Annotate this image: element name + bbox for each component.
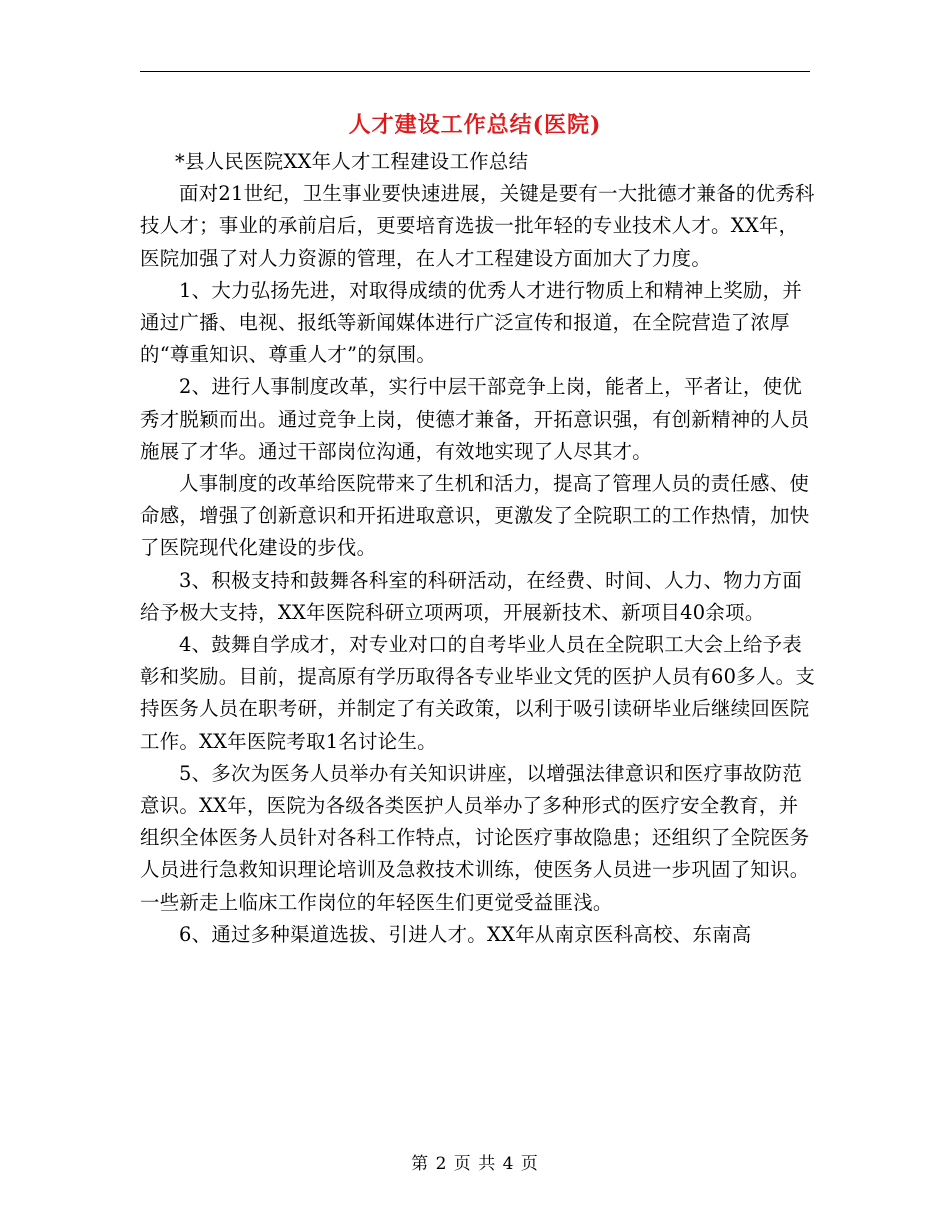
paragraph-item-4: 4、鼓舞自学成才，对专业对口的自考毕业人员在全院职工大会上给予表彰和奖励。目前，提高原有学历取得各专业毕业文凭的医护人员有60多人。支持医务人员在职考研，并制定了有关政策，以利于吸引读研毕业后继续回医院工作。XX年医院考取1名讨论生。 xyxy=(140,633,816,753)
paragraph-intro: 面对21世纪，卫生事业要快速进展，关键是要有一大批德才兼备的优秀科技人才；事业的承前启后，更要培育选拔一批年轻的专业技术人才。XX年，医院加强了对人力资源的管理，在人才工程建设方面加大了力度。 xyxy=(140,182,815,270)
document-body xyxy=(140,146,816,951)
paragraph-item-6: 6、通过多种渠道选拔、引进人才。XX年从南京医科高校、东南高 xyxy=(179,922,752,946)
header-rule xyxy=(140,71,810,72)
paragraph-item-1: 1、大力弘扬先进，对取得成绩的优秀人才进行物质上和精神上奖励，并通过广播、电视、报纸等新闻媒体进行广泛宣传和报道，在全院营造了浓厚的“尊重知识、尊重人才”的氛围。 xyxy=(140,278,803,367)
paragraph-item-2: 2、进行人事制度改革，实行中层干部竞争上岗，能者上，平者让，使优秀才脱颖而出。通过竞争上岗，使德才兼备，开拓意识强，有创新精神的人员施展了才华。通过干部岗位沟通，有效地实现了人尽其才。 xyxy=(140,375,810,463)
document-subtitle: *县人民医院XX年人才工程建设工作总结 xyxy=(175,150,529,173)
page-number-footer: 第 2 页 共 4 页 xyxy=(411,1154,539,1174)
document-title: 人才建设工作总结(医院) xyxy=(348,112,602,138)
paragraph-reform-effect: 人事制度的改革给医院带来了生机和活力，提高了管理人员的责任感、使命感，增强了创新意识和开拓进取意识，更激发了全院职工的工作热情，加快了医院现代化建设的步伐。 xyxy=(140,472,810,560)
paragraph-item-3: 3、积极支持和鼓舞各科室的科研活动，在经费、时间、人力、物力方面给予极大支持，XX年医院科研立项两项，开展新技术、新项目40余项。 xyxy=(140,568,803,624)
paragraph-item-5: 5、多次为医务人员举办有关知识讲座，以增强法律意识和医疗事故防范意识。XX年，医院为各级各类医护人员举办了多种形式的医疗安全教育，并组织全体医务人员针对各科工作特点，讨论医疗事故隐患；还组织了全院医务人员进行急救知识理论培训及急救技术训练，使医务人员进一步巩固了知识。一些新走上临床工作岗位的年轻医生们更觉受益匪浅。 xyxy=(140,761,810,914)
